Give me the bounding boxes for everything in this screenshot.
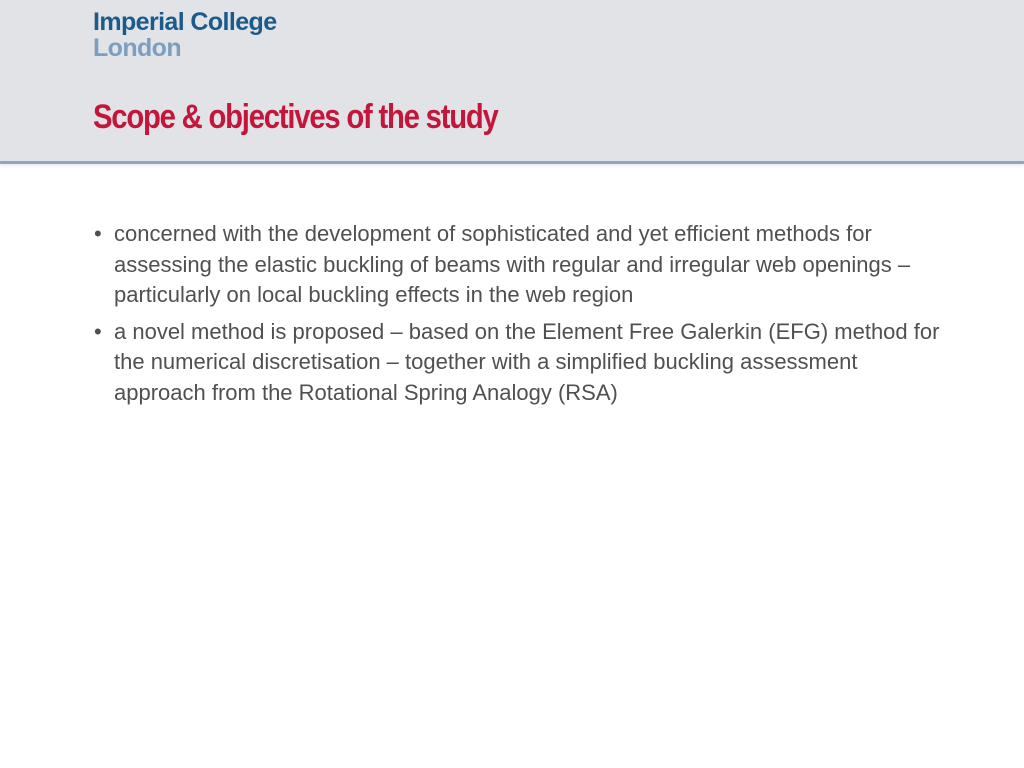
slide-title: Scope & objectives of the study	[93, 98, 498, 136]
bullet-list	[93, 219, 943, 414]
bullet-item	[93, 219, 943, 311]
logo-line-2: London	[93, 34, 182, 62]
bullet-text: a novel method is proposed – based on the Element Free Galerkin (EFG) method for the numerical discretisation – together with a simplified buckling assessment approach from the Rotational Spring Analogy (RSA)	[114, 318, 940, 405]
imperial-college-logo	[93, 9, 277, 61]
bullet-text: concerned with the development of sophisticated and yet efficient methods for assessing the elastic buckling of beams with regular and irregular web openings – particularly on local buckling effects in the web region	[114, 221, 911, 307]
logo-line-1: Imperial College	[93, 8, 277, 36]
bullet-marker: •	[94, 221, 102, 246]
slide-header	[0, 0, 1024, 164]
bullet-item	[93, 317, 943, 409]
bullet-marker: •	[94, 318, 102, 344]
